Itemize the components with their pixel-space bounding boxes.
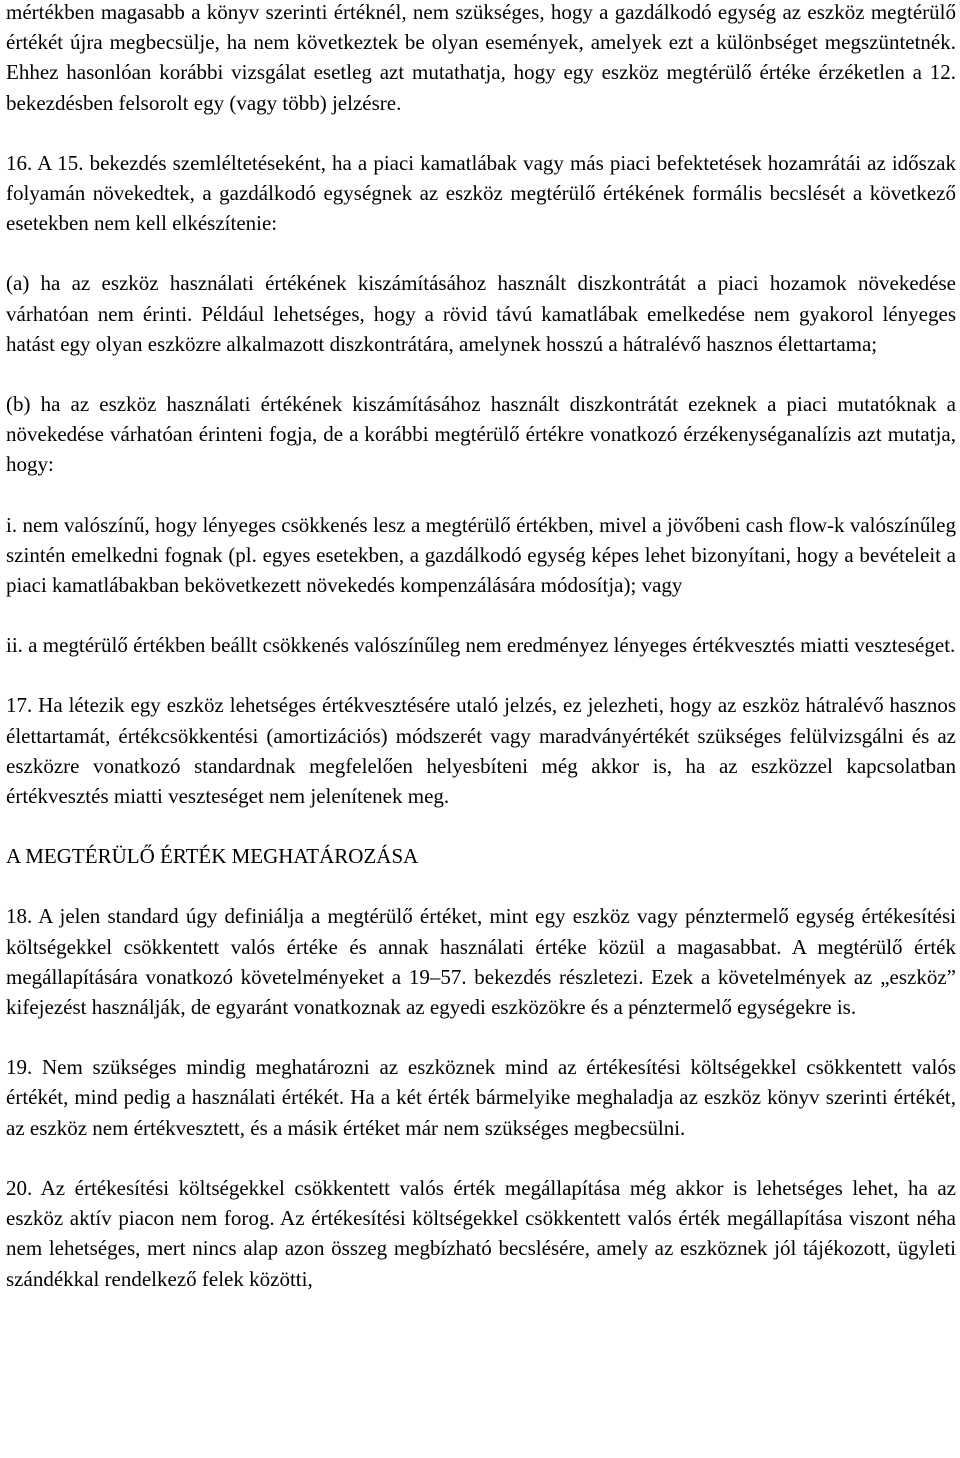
paragraph-16-b: (b) ha az eszköz használati értékének kiszámításához használt diszkontrátát ezeknek a piaci mutatóknak a növekedése várhatóan érinteni fogja, de a korábbi megtérülő értékre vonatkozó érzékenységanalízis azt mutatja, hogy: [6, 392, 956, 477]
paragraph-15-continuation: mértékben magasabb a könyv szerinti értéknél, nem szükséges, hogy a gazdálkodó egység az eszköz megtérülő értékét újra megbecsülje, ha nem következtek be olyan események, amelyek ezt a különbséget megszüntetnék. Ehhez hasonlóan korábbi vizsgálat esetleg azt mutathatja, hogy egy eszköz megtérülő értéke érzéketlen a 12. bekezdésben felsorolt egy (vagy több) jelzésre. [6, 0, 956, 115]
paragraph-16-a: (a) ha az eszköz használati értékének kiszámításához használt diszkontrátát a piaci hozamok növekedése várhatóan nem érinti. Például lehetséges, hogy a rövid távú kamatlábak emelkedése nem gyakorol lényeges hatást egy olyan eszközre alkalmazott diszkontrátára, amelynek hosszú a hátralévő hasznos élettartama; [6, 271, 956, 356]
paragraph-16-b-ii: ii. a megtérülő értékben beállt csökkenés valószínűleg nem eredményez lényeges értékvesztés miatti veszteséget. [6, 633, 956, 658]
paragraph-16: 16. A 15. bekezdés szemléltetéseként, ha a piaci kamatlábak vagy más piaci befektetések hozamrátái az időszak folyamán növekedtek, a gazdálkodó egységnek az eszköz megtérülő értékének formális becslését a következő esetekben nem kell elkészítenie: [6, 150, 956, 236]
paragraph-17: 17. Ha létezik egy eszköz lehetséges értékvesztésére utaló jelzés, ez jelezheti, hogy az eszköz hátralévő hasznos élettartamát, értékcsökkentési (amortizációs) módszerét vagy maradványértékét szükséges felülvizsgálni és az eszközre vonatkozó standardnak megfelelően helyesbíteni még akkor is, ha az eszközzel kapcsolatban értékvesztés miatti veszteséget nem jelenítenek meg. [6, 693, 956, 809]
paragraph-19: 19. Nem szükséges mindig meghatározni az eszköznek mind az értékesítési költségekkel csökkentett valós értékét, mind pedig a használati értékét. Ha a két érték bármelyike meghaladja az eszköz könyv szerinti értékét, az eszköz nem értékvesztett, és a másik értéket már nem szükséges megbecsülni. [6, 1055, 956, 1140]
paragraph-20: 20. Az értékesítési költségekkel csökkentett valós érték megállapítása még akkor is lehetséges lehet, ha az eszköz aktív piacon nem forog. Az értékesítési költségekkel csökkentett valós érték megállapítása viszont néha nem lehetséges, mert nincs alap azon összeg megbízható becslésére, amely az eszköznek jól tájékozott, ügyleti szándékkal rendelkező felek közötti, [6, 1175, 956, 1291]
paragraph-18: 18. A jelen standard úgy definiálja a megtérülő értéket, mint egy eszköz vagy pénztermelő egység értékesítési költségekkel csökkentett valós értéke és annak használati értéke közül a magasabbat. A megtérülő érték megállapítására vonatkozó követelményeket a 19–57. bekezdés részletezi. Ezek a követelmények az „eszköz” kifejezést használják, de egyaránt vonatkoznak az egyedi eszközökre és a pénztermelő egységekre is. [6, 904, 956, 1020]
paragraph-16-b-i: i. nem valószínű, hogy lényeges csökkenés lesz a megtérülő értékben, mivel a jövőbeni cash flow-k valószínűleg szintén emelkedni fognak (pl. egyes esetekben, a gazdálkodó egység képes lehet bizonyítani, hogy a bevételeit a piaci kamatlábakban bekövetkezett növekedés kompenzálására módosítja); vagy [6, 512, 956, 598]
section-heading: A MEGTÉRÜLŐ ÉRTÉK MEGHATÁROZÁSA [6, 844, 419, 869]
document-page [6, 0, 956, 1294]
